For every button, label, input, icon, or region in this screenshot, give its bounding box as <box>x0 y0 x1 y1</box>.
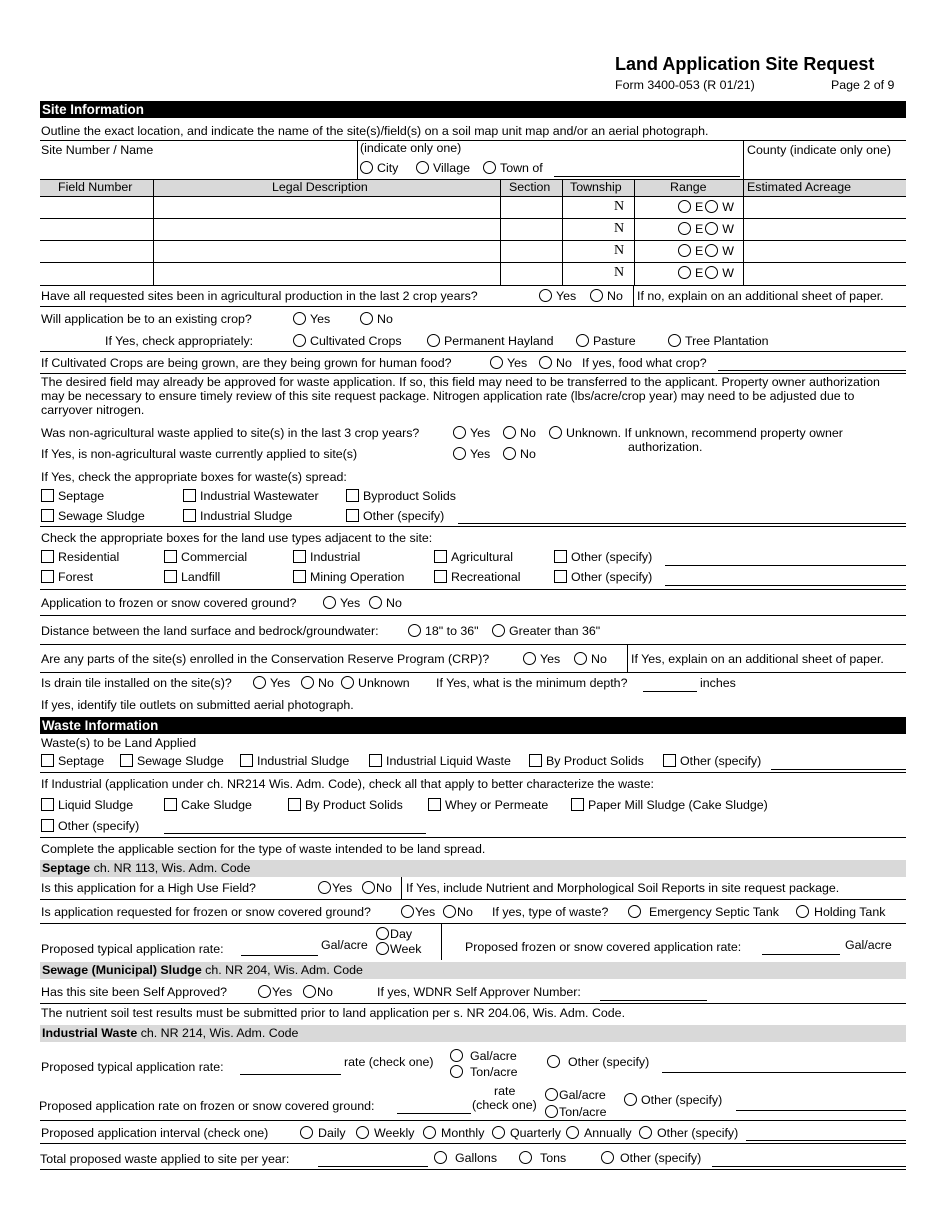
industrial-ton-acre[interactable]: Ton/acre <box>450 1065 518 1079</box>
complete-section-note: Complete the applicable section for the type of waste intended to be land spread. <box>41 842 486 856</box>
county-label: County (indicate only one) <box>747 143 891 157</box>
divider <box>40 589 906 590</box>
septage-rate-label: Proposed typical application rate: <box>41 942 224 956</box>
industrial-gal-acre-radio[interactable] <box>450 1049 463 1062</box>
ind-cake-sludge-checkbox[interactable] <box>164 798 177 811</box>
agri-no-radio[interactable] <box>590 289 603 302</box>
ind-cake-sludge[interactable]: Cake Sludge <box>164 798 252 812</box>
crp-no-radio[interactable] <box>574 652 587 665</box>
type-emergency-radio[interactable] <box>628 905 641 918</box>
waste-sewage-sludge[interactable]: Sewage Sludge <box>120 754 224 768</box>
col-township: Township <box>570 180 622 194</box>
ind-by-product-checkbox[interactable] <box>288 798 301 811</box>
ind-other-input[interactable] <box>164 833 426 834</box>
spread-sewage-sludge[interactable]: Sewage Sludge <box>41 509 145 523</box>
nonag-applied-question: Was non-agricultural waste applied to site(s) in the last 3 crop years? <box>41 426 420 440</box>
drain-yes[interactable]: Yes <box>253 676 290 690</box>
range-e-radio[interactable] <box>678 200 691 213</box>
waste-industrial-liquid[interactable]: Industrial Liquid Waste <box>369 754 511 768</box>
interval-other[interactable]: Other (specify) <box>639 1126 738 1140</box>
waste-other-checkbox[interactable] <box>663 754 676 767</box>
land-recreational-checkbox[interactable] <box>434 570 447 583</box>
human-food-question: If Cultivated Crops are being grown, are they being grown for human food? <box>41 356 452 370</box>
nonag-applied-yes[interactable]: Yes <box>453 426 490 440</box>
divider <box>40 373 906 374</box>
ind-paper-mill-checkbox[interactable] <box>571 798 584 811</box>
spread-septage[interactable]: Septage <box>41 489 104 503</box>
nonag-current-no[interactable]: No <box>503 447 536 461</box>
high-use-yes[interactable]: Yes <box>318 881 352 895</box>
septage-frozen-no[interactable]: No <box>443 905 473 919</box>
agri-no-option[interactable]: No <box>590 289 623 303</box>
range-options[interactable]: E W <box>678 244 734 258</box>
agri-note: If no, explain on an additional sheet of paper. <box>637 289 884 303</box>
waste-by-product[interactable]: By Product Solids <box>529 754 644 768</box>
type-emergency[interactable]: Emergency Septic Tank <box>628 905 779 919</box>
divider <box>401 877 402 899</box>
divider <box>743 179 744 285</box>
unit-gallons-radio[interactable] <box>434 1151 447 1164</box>
crop-pasture[interactable]: Pasture <box>576 334 636 348</box>
soil-test-note: The nutrient soil test results must be submitted prior to land application per s. NR 204.06, Wis. Adm. Code. <box>41 1006 626 1020</box>
industrial-frozen-ton[interactable]: Ton/acre <box>545 1105 607 1119</box>
self-approved-yes-radio[interactable] <box>258 985 271 998</box>
divider <box>441 923 442 960</box>
industrial-ton-acre-radio[interactable] <box>450 1065 463 1078</box>
industrial-gal-acre[interactable]: Gal/acre <box>450 1049 517 1063</box>
form-title: Land Application Site Request <box>615 54 875 74</box>
divider <box>40 262 906 263</box>
waste-sewage-checkbox[interactable] <box>120 754 133 767</box>
crop-tree-radio[interactable] <box>668 334 681 347</box>
crp-no[interactable]: No <box>574 652 607 666</box>
col-estimated-acreage: Estimated Acreage <box>747 180 852 194</box>
nonag-current-yes-radio[interactable] <box>453 447 466 460</box>
waste-septage-checkbox[interactable] <box>41 754 54 767</box>
spread-other[interactable]: Other (specify) <box>346 509 444 523</box>
distance-question: Distance between the land surface and bedrock/groundwater: <box>41 624 379 638</box>
sewage-header: Sewage (Municipal) Sludge ch. NR 204, Wis. Adm. Code <box>40 962 906 979</box>
crp-yes-radio[interactable] <box>523 652 536 665</box>
min-depth-input[interactable] <box>643 691 697 692</box>
septage-day-radio[interactable] <box>376 927 389 940</box>
food-crop-input[interactable] <box>718 370 906 371</box>
divider <box>40 923 906 924</box>
nonag-current-yes[interactable]: Yes <box>453 447 490 461</box>
range-w-radio[interactable] <box>705 266 718 279</box>
distance-greater-36[interactable]: Greater than 36" <box>492 624 600 638</box>
divider <box>153 179 154 285</box>
spread-industrial-sludge-checkbox[interactable] <box>183 509 196 522</box>
existing-crop-question: Will application be to an existing crop? <box>41 312 252 326</box>
city-option[interactable]: City <box>360 161 398 175</box>
crop-cultivated[interactable]: Cultivated Crops <box>293 334 402 348</box>
human-food-no-radio[interactable] <box>539 356 552 369</box>
interval-weekly-radio[interactable] <box>356 1126 369 1139</box>
self-approved-question: Has this site been Self Approved? <box>41 985 227 999</box>
unit-other-radio[interactable] <box>601 1151 614 1164</box>
town-radio[interactable] <box>483 161 496 174</box>
form-number: Form 3400-053 (R 01/21) <box>615 78 755 92</box>
land-agricultural[interactable]: Agricultural <box>434 550 513 564</box>
divider <box>40 218 906 219</box>
septage-frozen-yes-radio[interactable] <box>401 905 414 918</box>
range-options[interactable]: E W <box>678 266 734 280</box>
self-approved-no[interactable]: No <box>303 985 333 999</box>
interval-daily-radio[interactable] <box>300 1126 313 1139</box>
interval-other-radio[interactable] <box>639 1126 652 1139</box>
crp-question: Are any parts of the site(s) enrolled in the Conservation Reserve Program (CRP)? <box>41 652 490 666</box>
col-field-number: Field Number <box>58 180 133 194</box>
human-food-yes-radio[interactable] <box>490 356 503 369</box>
unit-other[interactable]: Other (specify) <box>601 1151 701 1165</box>
land-other-2[interactable]: Other (specify) <box>554 570 652 584</box>
ind-paper-mill[interactable]: Paper Mill Sludge (Cake Sludge) <box>571 798 768 812</box>
industrial-header: Industrial Waste ch. NR 214, Wis. Adm. Code <box>40 1025 906 1042</box>
desired-field-note: The desired field may already be approved for waste application. If so, this field may need to be transferred to the applicant. Property owner authorization may be necessary to ensure timely review of this site request package. Nitrogen application rate (lbs/acre/crop year) may need to be adjusted due to carryover nitrogen. <box>41 375 880 417</box>
divider <box>40 772 906 773</box>
site-information-header: Site Information <box>40 101 906 118</box>
spread-industrial-wastewater-checkbox[interactable] <box>183 489 196 502</box>
industrial-frozen-gal[interactable]: Gal/acre <box>545 1088 606 1102</box>
divider <box>40 306 906 307</box>
self-approver-number-input[interactable] <box>600 1000 707 1001</box>
ind-other-checkbox[interactable] <box>41 819 54 832</box>
indicate-one-label: (indicate only one) <box>360 141 462 155</box>
land-forest-checkbox[interactable] <box>41 570 54 583</box>
self-approved-no-radio[interactable] <box>303 985 316 998</box>
land-agricultural-checkbox[interactable] <box>434 550 447 563</box>
land-industrial-checkbox[interactable] <box>293 550 306 563</box>
if-yes-check-label: If Yes, check appropriately: <box>105 334 254 348</box>
divider <box>40 285 906 286</box>
interval-annually-radio[interactable] <box>566 1126 579 1139</box>
divider <box>40 672 906 673</box>
land-forest[interactable]: Forest <box>41 570 93 584</box>
drain-unknown-radio[interactable] <box>341 676 354 689</box>
town-name-input[interactable] <box>554 176 740 177</box>
city-radio[interactable] <box>360 161 373 174</box>
high-use-no-radio[interactable] <box>362 881 375 894</box>
agri-production-question: Have all requested sites been in agricultural production in the last 2 crop years? <box>41 289 478 303</box>
range-options[interactable]: E W <box>678 222 734 236</box>
food-what-label: If yes, food what crop? <box>582 356 707 370</box>
total-waste-label: Total proposed waste applied to site per year: <box>40 1152 290 1166</box>
septage-frozen-rate-input[interactable] <box>762 954 840 955</box>
interval-quarterly-radio[interactable] <box>492 1126 505 1139</box>
township-suffix: N <box>614 265 625 280</box>
high-use-note: If Yes, include Nutrient and Morphological Soil Reports in site request package. <box>406 881 840 895</box>
drain-yes-radio[interactable] <box>253 676 266 689</box>
type-of-waste-label: If yes, type of waste? <box>492 905 609 919</box>
land-commercial[interactable]: Commercial <box>164 550 247 564</box>
village-option[interactable]: Village <box>416 161 470 175</box>
land-residential[interactable]: Residential <box>41 550 119 564</box>
waste-information-header: Waste Information <box>40 717 906 734</box>
drain-tile-question: Is drain tile installed on the site(s)? <box>41 676 232 690</box>
crop-hayland-radio[interactable] <box>427 334 440 347</box>
unit-other-input[interactable] <box>712 1166 906 1167</box>
interval-monthly-radio[interactable] <box>423 1126 436 1139</box>
divider <box>40 1003 906 1004</box>
land-other-1[interactable]: Other (specify) <box>554 550 652 564</box>
nonag-current-no-radio[interactable] <box>503 447 516 460</box>
septage-header: Septage ch. NR 113, Wis. Adm. Code <box>40 860 906 877</box>
frozen-yes[interactable]: Yes <box>323 596 360 610</box>
industrial-frozen-gal-radio[interactable] <box>545 1088 558 1101</box>
waste-industrial-liquid-checkbox[interactable] <box>369 754 382 767</box>
industrial-frozen-other[interactable]: Other (specify) <box>624 1093 722 1107</box>
land-other-2-checkbox[interactable] <box>554 570 567 583</box>
distance-greater-radio[interactable] <box>492 624 505 637</box>
frozen-no[interactable]: No <box>369 596 402 610</box>
land-mining[interactable]: Mining Operation <box>293 570 404 584</box>
septage-week[interactable]: Week <box>376 942 421 956</box>
waste-spread-prompt: If Yes, check the appropriate boxes for waste(s) spread: <box>41 470 347 484</box>
interval-weekly[interactable]: Weekly <box>356 1126 414 1140</box>
septage-frozen-no-radio[interactable] <box>443 905 456 918</box>
land-recreational[interactable]: Recreational <box>434 570 521 584</box>
land-use-prompt: Check the appropriate boxes for the land use types adjacent to the site: <box>41 531 433 545</box>
septage-rate-input[interactable] <box>241 955 318 956</box>
divider <box>633 285 634 306</box>
unit-gallons[interactable]: Gallons <box>434 1151 497 1165</box>
crop-hayland[interactable]: Permanent Hayland <box>427 334 554 348</box>
nonag-applied-yes-radio[interactable] <box>453 426 466 439</box>
town-option[interactable]: Town of <box>483 161 543 175</box>
land-other-1-checkbox[interactable] <box>554 550 567 563</box>
land-other-1-input[interactable] <box>665 565 906 566</box>
human-food-no[interactable]: No <box>539 356 572 370</box>
spread-byproduct-checkbox[interactable] <box>346 489 359 502</box>
divider <box>40 351 906 352</box>
site-number-label: Site Number / Name <box>41 143 154 157</box>
divider <box>40 1143 906 1144</box>
industrial-frozen-input[interactable] <box>397 1113 471 1114</box>
divider <box>40 140 906 141</box>
interval-annually[interactable]: Annually <box>566 1126 632 1140</box>
range-e-radio[interactable] <box>678 266 691 279</box>
nonag-applied-unknown-radio[interactable] <box>549 426 562 439</box>
divider <box>743 140 744 179</box>
village-radio[interactable] <box>416 161 429 174</box>
frozen-yes-radio[interactable] <box>323 596 336 609</box>
industrial-frozen-ton-radio[interactable] <box>545 1105 558 1118</box>
range-w-radio[interactable] <box>705 222 718 235</box>
waste-to-be-applied-label: Waste(s) to be Land Applied <box>41 736 197 750</box>
land-residential-checkbox[interactable] <box>41 550 54 563</box>
ind-by-product[interactable]: By Product Solids <box>288 798 403 812</box>
crop-pasture-radio[interactable] <box>576 334 589 347</box>
spread-sewage-checkbox[interactable] <box>41 509 54 522</box>
existing-crop-no-radio[interactable] <box>360 312 373 325</box>
existing-crop-no[interactable]: No <box>360 312 393 326</box>
industrial-frozen-label: Proposed application rate on frozen or snow covered ground: <box>39 1099 375 1113</box>
waste-industrial-sludge[interactable]: Industrial Sludge <box>240 754 349 768</box>
divider <box>40 526 906 527</box>
type-holding-tank[interactable]: Holding Tank <box>796 905 885 919</box>
spread-other-checkbox[interactable] <box>346 509 359 522</box>
septage-week-radio[interactable] <box>376 942 389 955</box>
divider <box>40 899 906 900</box>
septage-frozen-rate-label: Proposed frozen or snow covered application rate: <box>465 940 742 954</box>
min-depth-label: If Yes, what is the minimum depth? <box>436 676 628 690</box>
divider <box>627 644 628 672</box>
col-range: Range <box>670 180 707 194</box>
human-food-yes[interactable]: Yes <box>490 356 527 370</box>
type-holding-radio[interactable] <box>796 905 809 918</box>
self-approved-yes[interactable]: Yes <box>258 985 292 999</box>
divider <box>357 140 358 179</box>
divider <box>40 1120 906 1121</box>
interval-monthly[interactable]: Monthly <box>423 1126 484 1140</box>
nonag-current-question: If Yes, is non-agricultural waste currently applied to site(s) <box>41 447 358 461</box>
existing-crop-yes-radio[interactable] <box>293 312 306 325</box>
drain-no-radio[interactable] <box>301 676 314 689</box>
septage-day[interactable]: Day <box>376 927 412 941</box>
drain-unknown[interactable]: Unknown <box>341 676 410 690</box>
land-commercial-checkbox[interactable] <box>164 550 177 563</box>
outline-instruction: Outline the exact location, and indicate the name of the site(s)/field(s) on a soil map unit map and/or an aerial photograph. <box>41 124 709 138</box>
page-number: Page 2 of 9 <box>831 78 895 92</box>
range-w-radio[interactable] <box>705 200 718 213</box>
industrial-rate-other-input[interactable] <box>662 1072 906 1073</box>
industrial-rate-check: rate (check one) <box>344 1055 434 1069</box>
rate-word: rate <box>494 1084 516 1098</box>
divider <box>40 837 906 838</box>
nonag-applied-no-radio[interactable] <box>503 426 516 439</box>
drain-no[interactable]: No <box>301 676 334 690</box>
township-suffix: N <box>614 243 625 258</box>
waste-septage[interactable]: Septage <box>41 754 104 768</box>
land-other-2-input[interactable] <box>665 585 906 586</box>
check-one-word: (check one) <box>472 1098 537 1112</box>
industrial-rate-other-radio[interactable] <box>547 1055 560 1068</box>
ind-other[interactable]: Other (specify) <box>41 819 139 833</box>
spread-other-input[interactable] <box>458 523 906 524</box>
septage-frozen-question: Is application requested for frozen or snow covered ground? <box>41 905 371 919</box>
range-options[interactable]: E W <box>678 200 734 214</box>
divider <box>634 179 635 285</box>
septage-frozen-gal-acre: Gal/acre <box>845 938 892 952</box>
col-section: Section <box>509 180 551 194</box>
crop-tree-plantation[interactable]: Tree Plantation <box>668 334 769 348</box>
waste-other-input[interactable] <box>771 769 906 770</box>
septage-gal-acre: Gal/acre <box>321 938 368 952</box>
unit-tons[interactable]: Tons <box>519 1151 566 1165</box>
high-use-question: Is this application for a High Use Field? <box>41 881 256 895</box>
waste-other[interactable]: Other (specify) <box>663 754 761 768</box>
existing-crop-yes[interactable]: Yes <box>293 312 330 326</box>
authorization-text: authorization. <box>628 440 703 454</box>
industrial-rate-label: Proposed typical application rate: <box>41 1060 224 1074</box>
agri-yes-option[interactable]: Yes <box>539 289 576 303</box>
high-use-no[interactable]: No <box>362 881 392 895</box>
crp-yes[interactable]: Yes <box>523 652 560 666</box>
septage-frozen-yes[interactable]: Yes <box>401 905 435 919</box>
spread-industrial-sludge[interactable]: Industrial Sludge <box>183 509 292 523</box>
divider <box>40 196 906 197</box>
col-legal-description: Legal Description <box>272 180 368 194</box>
divider <box>40 240 906 241</box>
crp-note: If Yes, explain on an additional sheet of paper. <box>631 652 884 666</box>
industrial-rate-input[interactable] <box>240 1074 341 1075</box>
frozen-no-radio[interactable] <box>369 596 382 609</box>
nonag-applied-unknown[interactable]: Unknown. If unknown, recommend property owner <box>549 426 843 440</box>
ind-whey-checkbox[interactable] <box>428 798 441 811</box>
range-e-radio[interactable] <box>678 244 691 257</box>
interval-daily[interactable]: Daily <box>300 1126 346 1140</box>
inches-label: inches <box>700 676 736 690</box>
crop-cultivated-radio[interactable] <box>293 334 306 347</box>
ind-whey[interactable]: Whey or Permeate <box>428 798 548 812</box>
ind-liquid-sludge-checkbox[interactable] <box>41 798 54 811</box>
range-e-radio[interactable] <box>678 222 691 235</box>
distance-18-36-radio[interactable] <box>408 624 421 637</box>
self-approver-number-label: If yes, WDNR Self Approver Number: <box>377 985 581 999</box>
spread-industrial-wastewater[interactable]: Industrial Wastewater <box>183 489 319 503</box>
spread-byproduct-solids[interactable]: Byproduct Solids <box>346 489 456 503</box>
industrial-prompt: If Industrial (application under ch. NR214 Wis. Adm. Code), check all that apply to better characterize the waste: <box>41 777 654 791</box>
divider <box>500 179 501 285</box>
industrial-frozen-other-radio[interactable] <box>624 1093 637 1106</box>
interval-quarterly[interactable]: Quarterly <box>492 1126 561 1140</box>
township-suffix: N <box>614 199 625 214</box>
frozen-question: Application to frozen or snow covered ground? <box>41 596 297 610</box>
divider <box>562 179 563 285</box>
industrial-frozen-other-input[interactable] <box>736 1110 906 1111</box>
divider <box>40 1169 906 1170</box>
land-landfill[interactable]: Landfill <box>164 570 220 584</box>
interval-label: Proposed application interval (check one) <box>41 1126 269 1140</box>
waste-industrial-sludge-checkbox[interactable] <box>240 754 253 767</box>
land-mining-checkbox[interactable] <box>293 570 306 583</box>
industrial-rate-other[interactable]: Other (specify) <box>547 1055 649 1069</box>
total-waste-input[interactable] <box>318 1166 428 1167</box>
distance-18-36[interactable]: 18" to 36" <box>408 624 479 638</box>
divider <box>40 644 906 645</box>
high-use-yes-radio[interactable] <box>318 881 331 894</box>
divider <box>40 615 906 616</box>
interval-other-input[interactable] <box>746 1140 906 1141</box>
spread-septage-checkbox[interactable] <box>41 489 54 502</box>
land-landfill-checkbox[interactable] <box>164 570 177 583</box>
nonag-applied-no[interactable]: No <box>503 426 536 440</box>
waste-by-product-checkbox[interactable] <box>529 754 542 767</box>
township-suffix: N <box>614 221 625 236</box>
land-industrial[interactable]: Industrial <box>293 550 360 564</box>
ind-liquid-sludge[interactable]: Liquid Sludge <box>41 798 133 812</box>
tile-outlets-note: If yes, identify tile outlets on submitted aerial photograph. <box>41 698 354 712</box>
range-w-radio[interactable] <box>705 244 718 257</box>
agri-yes-radio[interactable] <box>539 289 552 302</box>
unit-tons-radio[interactable] <box>519 1151 532 1164</box>
